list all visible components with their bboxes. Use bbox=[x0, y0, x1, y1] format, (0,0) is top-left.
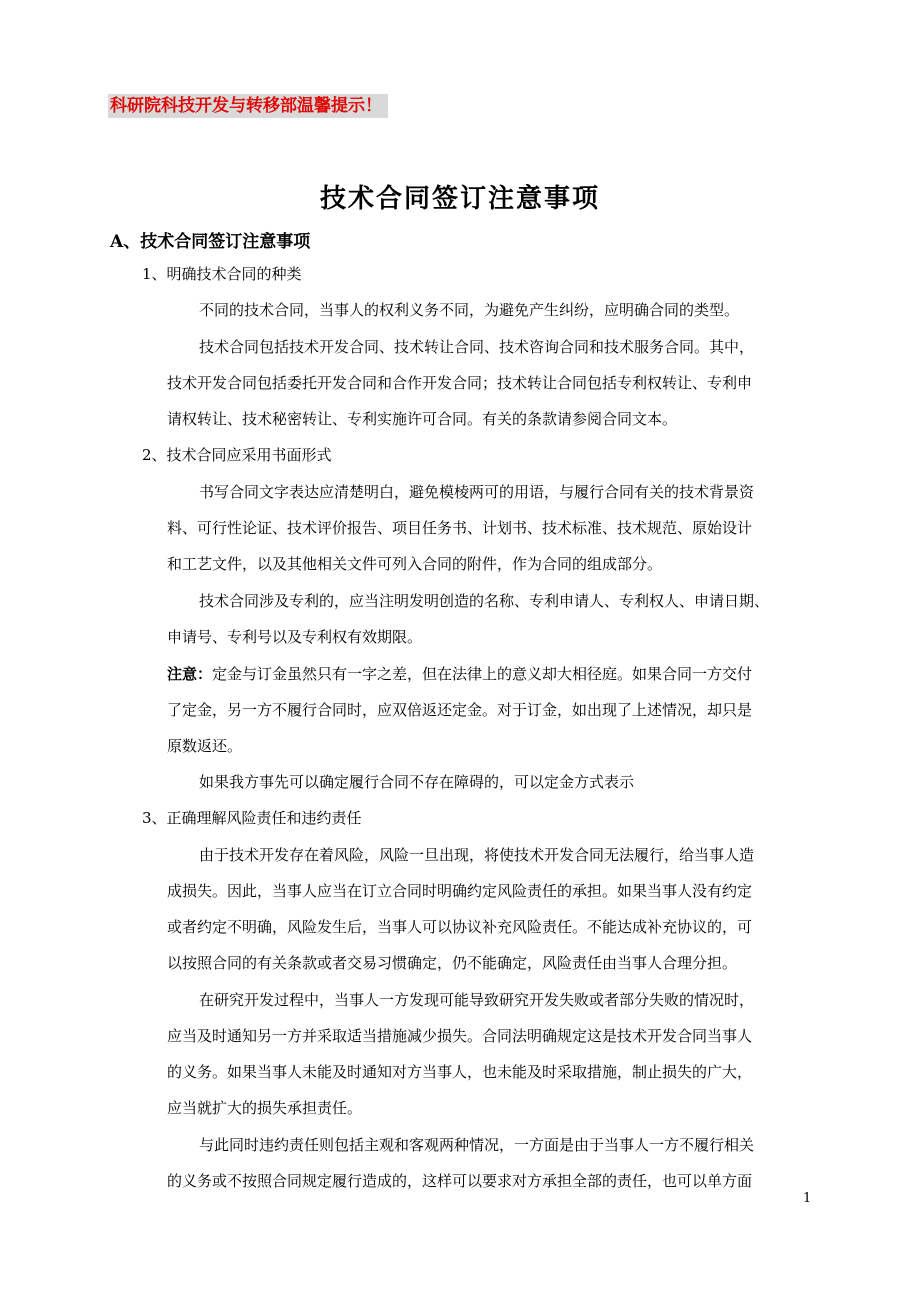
paragraph-1-line: 不同的技术合同，当事人的权利义务不同，为避免产生纠纷，应明确合同的类型。 bbox=[199, 301, 740, 319]
paragraph-3-line: 和工艺文件，以及其他相关文件可列入合同的附件，作为合同的组成部分。 bbox=[167, 555, 663, 573]
page-number: 1 bbox=[803, 1191, 812, 1206]
paragraph-2-line: 技术开发合同包括委托开发合同和合作开发合同；技术转让合同包括专利权转让、专利申 bbox=[167, 374, 753, 392]
paragraph-7-line: 或者约定不明确，风险发生后，当事人可以协议补充风险责任。不能达成补充协议的，可 bbox=[167, 918, 753, 936]
paragraph-8-line: 应当及时通知另一方并采取适当措施减少损失。合同法明确规定这是技术开发合同当事人 bbox=[167, 1027, 753, 1045]
paragraph-3-line: 书写合同文字表达应清楚明白，避免模棱两可的用语，与履行合同有关的技术背景资 bbox=[199, 483, 755, 501]
subheading-1: 1、明确技术合同的种类 bbox=[142, 265, 302, 283]
paragraph-9-line: 与此同时违约责任则包括主观和客观两种情况，一方面是由于当事人一方不履行相关 bbox=[199, 1136, 755, 1154]
document-title: 技术合同签订注意事项 bbox=[319, 184, 600, 214]
paragraph-2-line: 技术合同包括技术开发合同、技术转让合同、技术咨询合同和技术服务合同。其中， bbox=[199, 338, 755, 356]
paragraph-4-line: 申请号、专利号以及专利权有效期限。 bbox=[167, 628, 423, 646]
paragraph-6-line: 如果我方事先可以确定履行合同不存在障碍的，可以定金方式表示 bbox=[199, 773, 635, 791]
notice-banner: 科研院科技开发与转移部温馨提示！ bbox=[108, 94, 388, 118]
note-text: 定金与订金虽然只有一字之差，但在法律上的意义却大相径庭。如果合同一方交付 bbox=[212, 665, 753, 683]
paragraph-3-line: 料、可行性论证、技术评价报告、项目任务书、计划书、技术标准、技术规范、原始设计 bbox=[167, 519, 753, 537]
note-line bbox=[167, 663, 752, 685]
paragraph-8-line: 应当就扩大的损失承担责任。 bbox=[167, 1099, 363, 1117]
paragraph-8-line: 的义务。如果当事人未能及时通知对方当事人，也未能及时采取措施，制止损失的广大， bbox=[167, 1063, 753, 1081]
paragraph-9-line: 的义务或不按照合同规定履行造成的，这样可以要求对方承担全部的责任，也可以单方面 bbox=[167, 1172, 753, 1190]
paragraph-8-line: 在研究开发过程中，当事人一方发现可能导致研究开发失败或者部分失败的情况时， bbox=[199, 991, 755, 1009]
paragraph-7-line: 成损失。因此，当事人应当在订立合同时明确约定风险责任的承担。如果当事人没有约定 bbox=[167, 882, 753, 900]
note-line: 原数返还。 bbox=[167, 737, 243, 755]
section-a-heading: A、技术合同签订注意事项 bbox=[110, 232, 311, 252]
paragraph-2-line: 请权转让、技术秘密转让、专利实施许可合同。有关的条款请参阅合同文本。 bbox=[167, 410, 678, 428]
paragraph-4-line: 技术合同涉及专利的，应当注明发明创造的名称、专利申请人、专利权人、申请日期、 bbox=[199, 592, 770, 610]
paragraph-7-line: 由于技术开发存在着风险，风险一旦出现，将使技术开发合同无法履行，给当事人造 bbox=[199, 846, 755, 864]
note-label: 注意： bbox=[167, 665, 213, 683]
paragraph-7-line: 以按照合同的有关条款或者交易习惯确定，仍不能确定，风险责任由当事人合理分担。 bbox=[167, 954, 738, 972]
note-line: 了定金，另一方不履行合同时，应双倍返还定金。对于订金，如出现了上述情况，却只是 bbox=[167, 701, 753, 719]
subheading-2: 2、技术合同应采用书面形式 bbox=[142, 446, 332, 464]
subheading-3: 3、正确理解风险责任和违约责任 bbox=[142, 809, 362, 827]
